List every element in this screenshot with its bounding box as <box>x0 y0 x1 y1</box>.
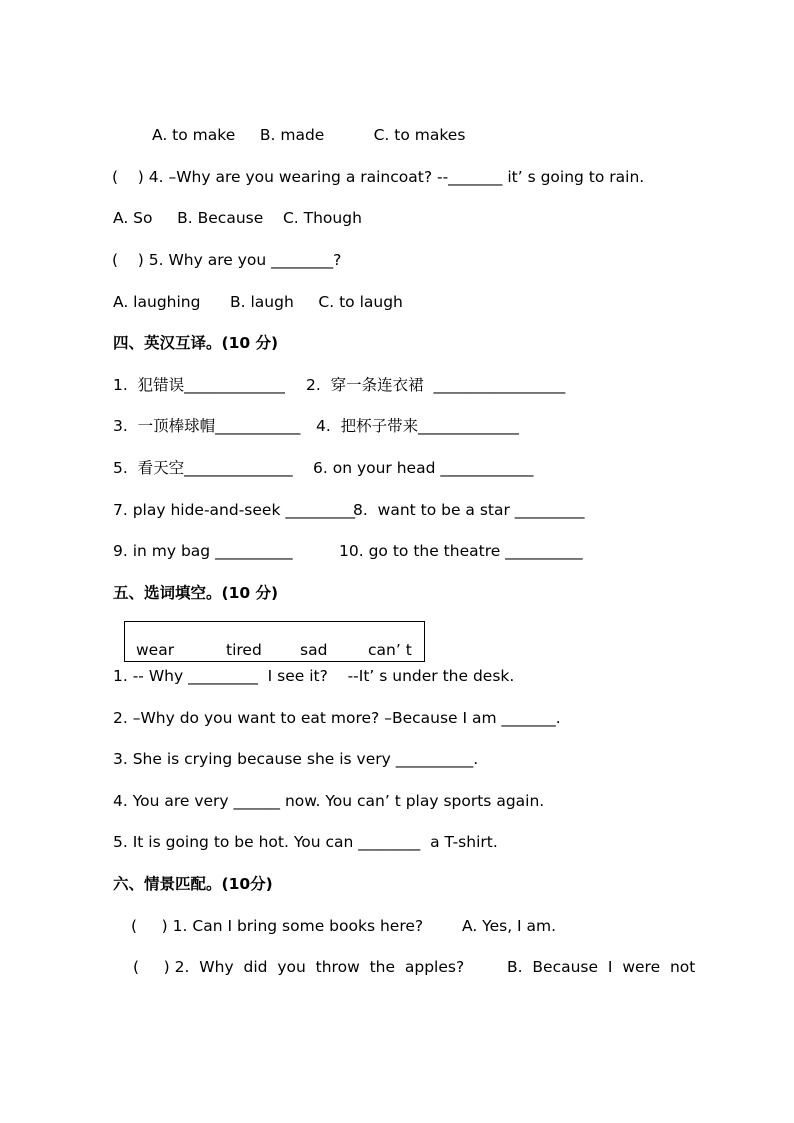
s5-item-5: 5. It is going to be hot. You can ________ a T-shirt. <box>113 833 498 851</box>
s4-item-7: 7. play hide-and-seek _________ <box>113 501 356 519</box>
s5-item-4: 4. You are very ______ now. You can’ t play sports again. <box>113 792 545 810</box>
s4-item-6: 6. on your head ____________ <box>313 459 534 477</box>
s4-item-5: 5. 看天空______________ <box>113 459 293 477</box>
s6-question-2: ( ) 2. Why did you throw the apples? <box>133 958 465 976</box>
s4-item-1: 1. 犯错误_____________ <box>113 376 285 394</box>
q5-options: A. laughing B. laugh C. to laugh <box>113 293 403 311</box>
s6-answer-a: A. Yes, I am. <box>462 917 557 935</box>
s6-question-1: ( ) 1. Can I bring some books here? <box>131 917 424 935</box>
section-5-title: 五、选词填空。(10 分) <box>113 584 279 602</box>
word-box-item: can’ t <box>368 641 412 659</box>
word-box-item: tired <box>226 641 262 659</box>
s4-item-2: 2. 穿一条连衣裙 _________________ <box>306 376 566 394</box>
s5-item-2: 2. –Why do you want to eat more? –Because I am _______. <box>113 709 561 727</box>
q4-options: A. So B. Because C. Though <box>113 209 362 227</box>
word-box-item: sad <box>300 641 328 659</box>
q5-question: ( ) 5. Why are you ________? <box>112 251 342 269</box>
word-box-item: wear <box>136 641 175 659</box>
s4-item-3: 3. 一顶棒球帽___________ <box>113 417 301 435</box>
word-box <box>124 621 425 662</box>
section-4-title: 四、英汉互译。(10 分) <box>113 334 279 352</box>
s5-item-1: 1. -- Why _________ I see it? --It’ s under the desk. <box>113 667 515 685</box>
q3-options: A. to make B. made C. to makes <box>152 126 466 144</box>
s6-answer-b: B. Because I were not <box>507 958 696 976</box>
s4-item-10: 10. go to the theatre __________ <box>339 542 583 560</box>
section-6-title: 六、情景匹配。(10分) <box>113 875 273 893</box>
q4-question: ( ) 4. –Why are you wearing a raincoat? --_______ it’ s going to rain. <box>112 168 645 186</box>
s5-item-3: 3. She is crying because she is very __________. <box>113 750 479 768</box>
s4-item-4: 4. 把杯子带来_____________ <box>316 417 519 435</box>
s4-item-8: 8. want to be a star _________ <box>353 501 585 519</box>
s4-item-9: 9. in my bag __________ <box>113 542 293 560</box>
